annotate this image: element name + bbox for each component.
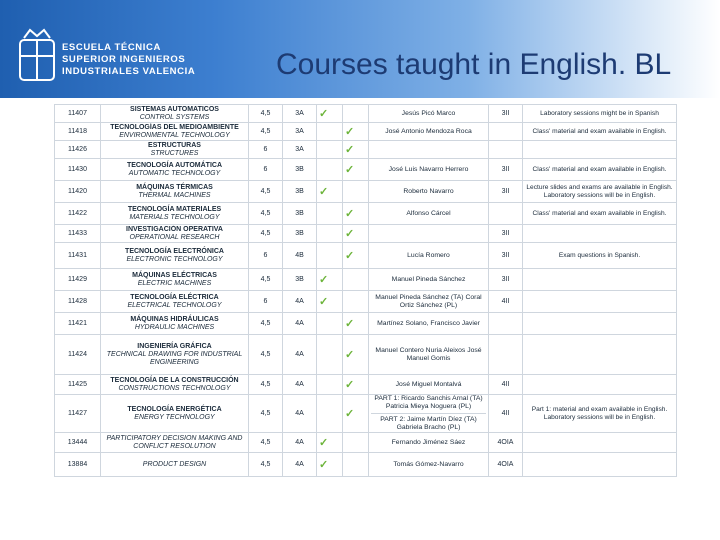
course-name-spanish: MÁQUINAS HIDRÁULICAS xyxy=(130,315,219,323)
course-semester: 4A xyxy=(283,433,317,453)
course-notes: Class' material and exam available in English. xyxy=(523,159,677,181)
check-cell xyxy=(343,395,369,433)
course-credits: 4,5 xyxy=(249,395,283,433)
course-code: 11431 xyxy=(55,243,101,269)
course-name-english: CONTROL SYSTEMS xyxy=(139,113,210,121)
course-code: 11421 xyxy=(55,313,101,335)
check-icon: ✓ xyxy=(345,227,355,240)
check-cell xyxy=(317,123,343,141)
course-semester: 4A xyxy=(283,335,317,375)
course-professor xyxy=(369,291,489,313)
course-name xyxy=(101,181,249,203)
check-cell xyxy=(317,203,343,225)
course-name-english: THERMAL MACHINES xyxy=(138,191,211,199)
course-credits: 4,5 xyxy=(249,335,283,375)
check-cell xyxy=(343,159,369,181)
course-credits: 4,5 xyxy=(249,203,283,225)
check-cell xyxy=(343,433,369,453)
course-name-english: ENVIRONMENTAL TECHNOLOGY xyxy=(119,131,230,139)
course-name-spanish: TECNOLOGÍA ELÉCTRICA xyxy=(130,293,219,301)
course-group xyxy=(489,123,523,141)
course-semester: 3A xyxy=(283,105,317,123)
course-semester: 3B xyxy=(283,203,317,225)
course-code: 11422 xyxy=(55,203,101,225)
table-row xyxy=(55,203,677,225)
course-group: 4OIA xyxy=(489,453,523,477)
check-cell xyxy=(343,269,369,291)
course-credits: 6 xyxy=(249,243,283,269)
course-code: 13884 xyxy=(55,453,101,477)
course-group: 3II xyxy=(489,225,523,243)
table-row xyxy=(55,395,677,433)
course-professor xyxy=(369,243,489,269)
check-icon: ✓ xyxy=(345,407,355,420)
course-name-english: ELECTRICAL TECHNOLOGY xyxy=(127,301,222,309)
course-semester: 3B xyxy=(283,269,317,291)
course-credits: 4,5 xyxy=(249,313,283,335)
check-icon: ✓ xyxy=(319,185,329,198)
check-icon: ✓ xyxy=(345,143,355,156)
course-credits: 4,5 xyxy=(249,433,283,453)
check-icon: ✓ xyxy=(319,273,329,286)
check-cell xyxy=(317,433,343,453)
course-semester: 4A xyxy=(283,291,317,313)
check-icon: ✓ xyxy=(345,249,355,262)
table-row xyxy=(55,159,677,181)
course-professor xyxy=(369,375,489,395)
course-professor xyxy=(369,225,489,243)
check-icon: ✓ xyxy=(345,125,355,138)
course-name-spanish: ESTRUCTURAS xyxy=(148,141,201,149)
course-group xyxy=(489,313,523,335)
check-icon: ✓ xyxy=(319,107,329,120)
course-name xyxy=(101,313,249,335)
professor-text: Manuel Pineda Sánchez (TA) Coral Ortiz Sánchez (PL) xyxy=(375,293,482,309)
course-credits: 6 xyxy=(249,291,283,313)
course-name xyxy=(101,433,249,453)
course-name xyxy=(101,395,249,433)
course-notes: Laboratory sessions might be in Spanish xyxy=(523,105,677,123)
course-code: 11427 xyxy=(55,395,101,433)
table-row xyxy=(55,313,677,335)
check-cell xyxy=(343,203,369,225)
table-row xyxy=(55,291,677,313)
course-notes xyxy=(523,453,677,477)
table-row xyxy=(55,181,677,203)
table-row xyxy=(55,141,677,159)
course-group xyxy=(489,335,523,375)
course-name-spanish: TECNOLOGÍA AUTOMÁTICA xyxy=(126,161,222,169)
check-cell xyxy=(317,181,343,203)
course-name xyxy=(101,269,249,291)
course-code: 11418 xyxy=(55,123,101,141)
course-credits: 4,5 xyxy=(249,375,283,395)
check-cell xyxy=(343,181,369,203)
slide-title: Courses taught in English. BL xyxy=(276,48,672,81)
course-notes: Class' material and exam available in English. xyxy=(523,203,677,225)
professor-text: Roberto Navarro xyxy=(403,187,454,195)
course-code: 11429 xyxy=(55,269,101,291)
check-cell xyxy=(317,269,343,291)
check-icon: ✓ xyxy=(319,458,329,471)
course-professor xyxy=(369,141,489,159)
professor-text: José Miguel Montalvá xyxy=(395,380,462,388)
course-notes xyxy=(523,141,677,159)
check-cell xyxy=(317,243,343,269)
course-credits: 4,5 xyxy=(249,123,283,141)
course-name-english: STRUCTURES xyxy=(150,149,199,157)
course-name-english: MATERIALS TECHNOLOGY xyxy=(129,213,220,221)
course-name-english: HYDRAULIC MACHINES xyxy=(134,323,215,331)
check-icon: ✓ xyxy=(345,163,355,176)
course-name-english: ELECTRONIC TECHNOLOGY xyxy=(126,255,223,263)
course-semester: 4A xyxy=(283,313,317,335)
course-name xyxy=(101,453,249,477)
course-notes: Exam questions in Spanish. xyxy=(523,243,677,269)
check-cell xyxy=(343,375,369,395)
course-notes: Lecture slides and exams are available in English. Laboratory sessions will be in English. xyxy=(523,181,677,203)
table-row xyxy=(55,105,677,123)
course-name xyxy=(101,335,249,375)
course-code: 11430 xyxy=(55,159,101,181)
professor-text: Manuel Pineda Sánchez xyxy=(391,275,466,283)
course-semester: 4B xyxy=(283,243,317,269)
course-name-spanish: TECNOLOGÍA ENERGÉTICA xyxy=(127,405,222,413)
course-group xyxy=(489,203,523,225)
course-group: 3II xyxy=(489,105,523,123)
check-cell xyxy=(343,123,369,141)
course-group: 3II xyxy=(489,243,523,269)
course-credits: 6 xyxy=(249,159,283,181)
course-name xyxy=(101,159,249,181)
course-name-english: AUTOMATIC TECHNOLOGY xyxy=(128,169,221,177)
course-name-spanish: SISTEMAS AUTOMATICOS xyxy=(130,105,219,113)
course-name-spanish: TECNOLOGÍAS DEL MEDIOAMBIENTE xyxy=(110,123,239,131)
course-name-spanish: TECNOLOGÍA ELECTRÓNICA xyxy=(125,247,224,255)
course-notes xyxy=(523,313,677,335)
course-code: 11428 xyxy=(55,291,101,313)
check-cell xyxy=(343,225,369,243)
course-notes xyxy=(523,335,677,375)
course-professor xyxy=(369,313,489,335)
professor-text: Manuel Contero Nuria Aleixos José Manuel Gomis xyxy=(375,346,482,362)
check-cell xyxy=(343,453,369,477)
course-professor xyxy=(369,159,489,181)
table-row xyxy=(55,433,677,453)
check-icon: ✓ xyxy=(345,378,355,391)
course-name xyxy=(101,141,249,159)
course-name xyxy=(101,243,249,269)
course-notes: Class' material and exam available in English. xyxy=(523,123,677,141)
course-professor xyxy=(369,203,489,225)
course-credits: 4,5 xyxy=(249,105,283,123)
course-group: 3II xyxy=(489,269,523,291)
check-cell xyxy=(317,291,343,313)
course-group: 4II xyxy=(489,395,523,433)
course-name xyxy=(101,203,249,225)
course-notes: Part 1: material and exam available in English. Laboratory sessions will be in English. xyxy=(523,395,677,433)
professor-text: Martínez Solano, Francisco Javier xyxy=(377,319,480,327)
course-name-spanish: MÁQUINAS ELÉCTRICAS xyxy=(132,271,217,279)
course-name-english: OPERATIONAL RESEARCH xyxy=(129,233,220,241)
course-name xyxy=(101,105,249,123)
course-credits: 6 xyxy=(249,141,283,159)
logo-text xyxy=(62,42,195,78)
check-cell xyxy=(317,225,343,243)
check-cell xyxy=(317,313,343,335)
course-professor xyxy=(369,433,489,453)
slide-header xyxy=(0,0,720,98)
course-name-english: PARTICIPATORY DECISION MAKING AND CONFLICT RESOLUTION xyxy=(106,434,243,450)
check-cell xyxy=(343,243,369,269)
check-cell xyxy=(343,291,369,313)
table-row xyxy=(55,243,677,269)
course-name-spanish: MÁQUINAS TÉRMICAS xyxy=(136,183,213,191)
course-professor xyxy=(369,453,489,477)
table-row xyxy=(55,335,677,375)
course-notes xyxy=(523,291,677,313)
table-row xyxy=(55,123,677,141)
check-cell xyxy=(317,375,343,395)
course-code: 13444 xyxy=(55,433,101,453)
course-name-spanish: INGENIERÍA GRÁFICA xyxy=(137,342,212,350)
course-credits: 4,5 xyxy=(249,181,283,203)
check-icon: ✓ xyxy=(319,436,329,449)
course-group: 4II xyxy=(489,375,523,395)
course-semester: 4A xyxy=(283,395,317,433)
course-semester: 3B xyxy=(283,159,317,181)
professor-text: Jesús Picó Marco xyxy=(401,109,456,117)
check-cell xyxy=(317,105,343,123)
check-cell xyxy=(343,313,369,335)
course-professor xyxy=(369,395,489,433)
course-name xyxy=(101,291,249,313)
check-icon: ✓ xyxy=(319,295,329,308)
check-cell xyxy=(343,105,369,123)
course-group: 3II xyxy=(489,181,523,203)
course-semester: 4A xyxy=(283,375,317,395)
course-credits: 4,5 xyxy=(249,225,283,243)
course-code: 11424 xyxy=(55,335,101,375)
professor-text: José Luis Navarro Herrero xyxy=(388,165,469,173)
course-semester: 3B xyxy=(283,225,317,243)
course-notes xyxy=(523,225,677,243)
course-name-spanish: TECNOLOGÍA DE LA CONSTRUCCIÓN xyxy=(110,376,239,384)
course-professor xyxy=(369,269,489,291)
check-icon: ✓ xyxy=(345,348,355,361)
logo-line: ESCUELA TÉCNICA xyxy=(62,42,161,53)
course-credits: 4,5 xyxy=(249,453,283,477)
table-row xyxy=(55,453,677,477)
professor-text: Fernando Jiménez Sáez xyxy=(391,438,466,446)
professor-text: Lucía Romero xyxy=(407,251,450,259)
course-code: 11433 xyxy=(55,225,101,243)
check-icon: ✓ xyxy=(345,207,355,220)
logo-line: INDUSTRIALES VALENCIA xyxy=(62,66,196,77)
table-row xyxy=(55,225,677,243)
course-code: 11407 xyxy=(55,105,101,123)
course-group: 3II xyxy=(489,159,523,181)
course-name-spanish: INVESTIGACIÓN OPERATIVA xyxy=(126,225,223,233)
professor-text: Tomás Gómez-Navarro xyxy=(393,460,464,468)
course-notes xyxy=(523,433,677,453)
check-cell xyxy=(343,141,369,159)
courses-table xyxy=(54,104,676,526)
course-group: 4II xyxy=(489,291,523,313)
course-name xyxy=(101,123,249,141)
course-name-spanish: TECNOLOGÍA MATERIALES xyxy=(127,205,222,213)
course-professor xyxy=(369,335,489,375)
course-name-english: ELECTRIC MACHINES xyxy=(137,279,212,287)
course-name xyxy=(101,225,249,243)
professor-text: José Antonio Mendoza Roca xyxy=(385,127,472,135)
check-icon: ✓ xyxy=(345,317,355,330)
course-name-english: TECHNICAL DRAWING FOR INDUSTRIAL ENGINEERING xyxy=(106,350,243,366)
course-professor xyxy=(369,181,489,203)
course-semester: 3A xyxy=(283,123,317,141)
course-name-english: ENERGY TECHNOLOGY xyxy=(134,413,215,421)
course-name-english: CONSTRUCTIONS TECHNOLOGY xyxy=(118,384,231,392)
table-row xyxy=(55,375,677,395)
course-semester: 3B xyxy=(283,181,317,203)
check-cell xyxy=(317,335,343,375)
course-notes xyxy=(523,269,677,291)
check-cell xyxy=(317,141,343,159)
course-semester: 3A xyxy=(283,141,317,159)
course-code: 11426 xyxy=(55,141,101,159)
course-name xyxy=(101,375,249,395)
course-code: 11420 xyxy=(55,181,101,203)
check-cell xyxy=(343,335,369,375)
professor-text: PART 1: Ricardo Sanchis Arnal (TA) Patricia Mieya Noguera (PL) xyxy=(374,395,483,410)
course-code: 11425 xyxy=(55,375,101,395)
course-group xyxy=(489,141,523,159)
course-notes xyxy=(523,375,677,395)
check-cell xyxy=(317,159,343,181)
table-row xyxy=(55,269,677,291)
course-semester: 4A xyxy=(283,453,317,477)
professor-text-part2: PART 2: Jaime Martín Díez (TA) Gabriela Bracho (PL) xyxy=(371,413,486,432)
check-cell xyxy=(317,453,343,477)
professor-text: Alfonso Cárcel xyxy=(406,209,451,217)
course-name-english: PRODUCT DESIGN xyxy=(142,460,207,468)
course-professor xyxy=(369,105,489,123)
course-credits: 4,5 xyxy=(249,269,283,291)
course-professor xyxy=(369,123,489,141)
course-group: 4OIA xyxy=(489,433,523,453)
logo-line: SUPERIOR INGENIEROS xyxy=(62,54,186,65)
check-cell xyxy=(317,395,343,433)
